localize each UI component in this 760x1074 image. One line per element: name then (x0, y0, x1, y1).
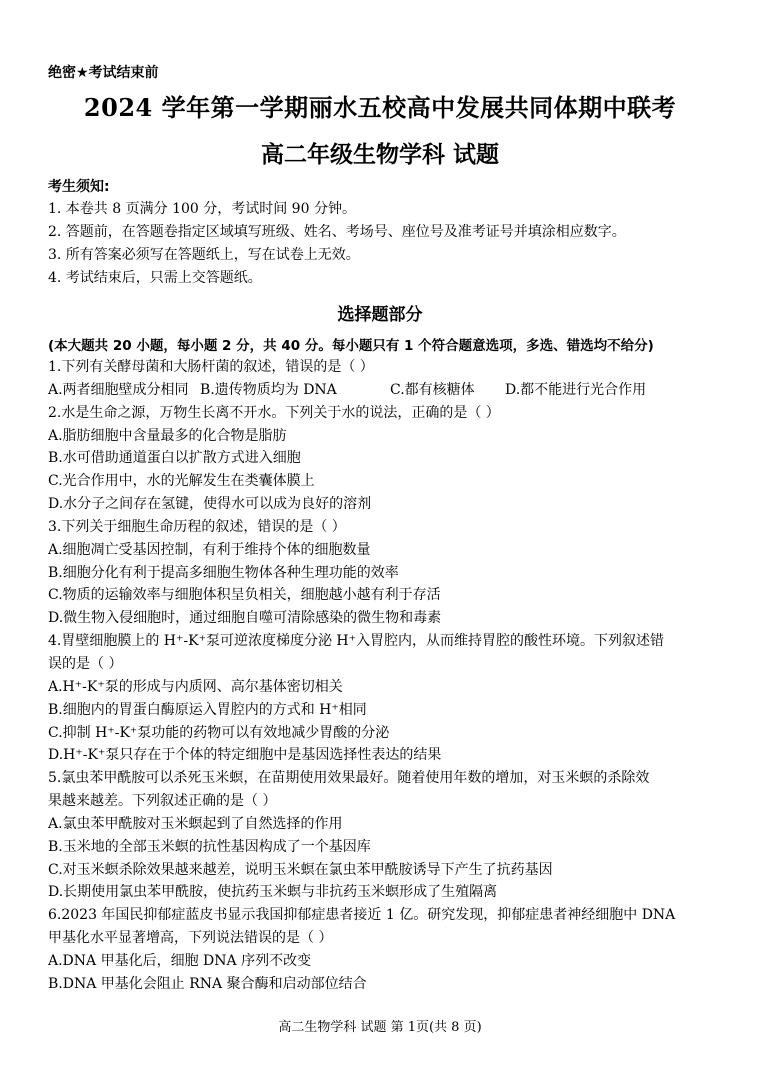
option-row (48, 379, 728, 402)
option-c: C.光合作用中，水的光解发生在类囊体膜上 (48, 473, 315, 490)
question-list (48, 356, 728, 996)
option-b: B.玉米地的全部玉米螟的抗性基因构成了一个基因库 (48, 838, 371, 855)
question-stem-continued: 果越来越差。下列叙述正确的是（ ） (48, 793, 277, 810)
question-stem-continued: 误的是（ ） (48, 655, 123, 672)
confidential-label: 绝密★考试结束前 (48, 65, 159, 81)
option-d: D.都不能进行光合作用 (505, 381, 647, 398)
question-stem: 3.下列关于细胞生命历程的叙述，错误的是（ ） (48, 518, 346, 535)
exam-title: 2024 学年第一学期丽水五校高中发展共同体期中联考 (83, 93, 677, 122)
question-stem: 2.水是生命之源，万物生长离不开水。下列关于水的说法，正确的是（ ） (48, 404, 500, 421)
question-stem: 1.下列有关酵母菌和大肠杆菌的叙述，错误的是（ ） (48, 359, 374, 375)
notice-item: 1. 本卷共 8 页满分 100 分，考试时间 90 分钟。 (48, 201, 356, 217)
option-b: B.细胞分化有利于提高多细胞生物体各种生理功能的效率 (48, 564, 399, 581)
notice-item: 2. 答题前，在答题卷指定区域填写班级、姓名、考场号、座位号及准考证号并填涂相应数字。 (48, 224, 626, 240)
option-c: C.抑制 H⁺-K⁺泵功能的药物可以有效地减少胃酸的分泌 (48, 724, 390, 741)
option-b: B.水可借助通道蛋白以扩散方式进入细胞 (48, 450, 301, 467)
question-stem-continued: 甲基化水平显著增高，下列说法错误的是（ ） (48, 930, 333, 947)
option-d: D.H⁺-K⁺泵只存在于个体的特定细胞中是基因选择性表达的结果 (48, 747, 442, 764)
option-b: B.DNA 甲基化会阻止 RNA 聚合酶和启动部位结合 (48, 975, 367, 992)
section-title: 选择题部分 (337, 305, 423, 325)
option-d: D.微生物入侵细胞时，通过细胞自噬可清除感染的微生物和毒素 (48, 610, 442, 627)
notice-item: 3. 所有答案必须写在答题纸上，写在试卷上无效。 (48, 247, 360, 263)
option-a: A.两者细胞壁成分相同 (48, 381, 189, 398)
question-stem: 6.2023 年国民抑郁症蓝皮书显示我国抑郁症患者接近 1 亿。研究发现，抑郁症患者神经细胞中 DNA (48, 907, 676, 924)
option-c: C.对玉米螟杀除效果越来越差，说明玉米螟在氯虫苯甲酰胺诱导下产生了抗药基因 (48, 861, 553, 878)
option-a: A.氯虫苯甲酰胺对玉米螟起到了自然选择的作用 (48, 815, 343, 832)
option-c: C.物质的运输效率与细胞体积呈负相关，细胞越小越有利于存活 (48, 587, 441, 604)
notice-item: 4. 考试结束后，只需上交答题纸。 (48, 270, 262, 286)
page-footer: 高二生物学科 试题 第 1页(共 8 页) (278, 1020, 482, 1035)
option-a: A.脂肪细胞中含量最多的化合物是脂肪 (48, 427, 287, 444)
option-a: A.H⁺-K⁺泵的形成与内质网、高尔基体密切相关 (48, 678, 343, 695)
option-d: D.水分子之间存在氢键，使得水可以成为良好的溶剂 (48, 496, 372, 513)
option-b: B.细胞内的胃蛋白酶原运入胃腔内的方式和 H⁺相同 (48, 701, 367, 718)
notice-heading: 考生须知: (48, 179, 110, 195)
option-c: C.都有核糖体 (390, 381, 475, 398)
question-stem: 4.胃壁细胞膜上的 H⁺-K⁺泵可逆浓度梯度分泌 H⁺入胃腔内，从而维持胃腔的酸性环境。下列叙述错 (48, 633, 665, 650)
option-b: B.遗传物质均为 DNA (200, 381, 337, 398)
option-d: D.长期使用氯虫苯甲酰胺，使抗药玉米螟与非抗药玉米螟形成了生殖隔离 (48, 884, 498, 901)
option-a: A.DNA 甲基化后，细胞 DNA 序列不改变 (48, 952, 312, 969)
exam-subtitle: 高二年级生物学科 试题 (260, 141, 499, 168)
section-instruction: (本大题共 20 小题，每小题 2 分，共 40 分。每小题只有 1 个符合题意选项，多选、错选均不给分) (48, 338, 654, 354)
option-a: A.细胞凋亡受基因控制，有利于维持个体的细胞数量 (48, 541, 371, 558)
question-stem: 5.氯虫苯甲酰胺可以杀死玉米螟，在苗期使用效果最好。随着使用年数的增加，对玉米螟的杀除效 (48, 770, 650, 787)
